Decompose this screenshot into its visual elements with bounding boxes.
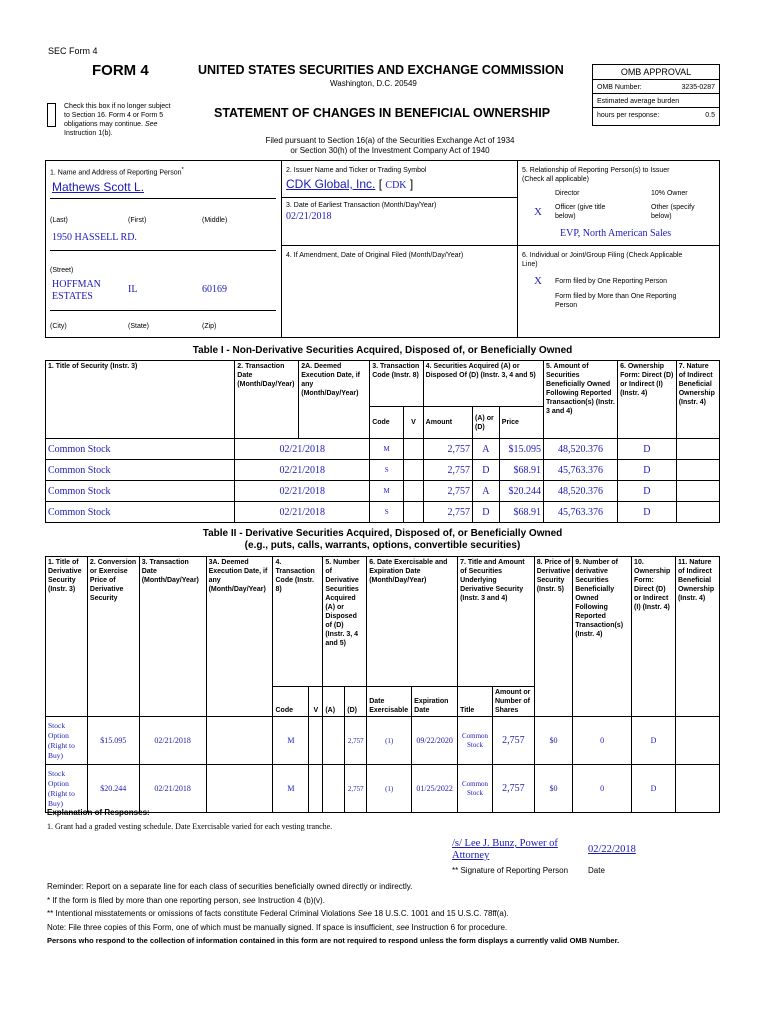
last-label: (Last) [50, 217, 68, 224]
t2-h-a: (A) [323, 687, 345, 717]
footer-notes [47, 880, 727, 948]
box5-label: 5. Relationship of Reporting Person(s) to Issuer (Check all applicable) [522, 167, 670, 183]
hours-label: hours per response: [597, 112, 660, 119]
t2-h-code: 4. Transaction Code (Instr. 8) [273, 557, 323, 687]
table-row: Common Stock 02/21/2018 M 2,757 A $20.244 48,520.376 D [46, 481, 720, 502]
box1-label: 1. Name and Address of Reporting Person* [50, 167, 184, 177]
t1-h-v: V [404, 407, 424, 439]
t1-h-deemed: 2A. Deemed Execution Date, if any (Month/Day/Year) [299, 361, 370, 439]
omb-approval-box [592, 64, 720, 126]
box2-label: 2. Issuer Name and Ticker or Trading Symbol [286, 167, 427, 174]
state-label: (State) [128, 323, 150, 330]
t2-h-date: 3. Transaction Date (Month/Day/Year) [139, 557, 206, 717]
other-option: Other (specify below) [651, 204, 695, 220]
t2-h-title: 1. Title of Derivative Security (Instr. 3) [46, 557, 88, 717]
one-person-check-mark: X [534, 275, 542, 287]
t1-h-date: 2. Transaction Date (Month/Day/Year) [235, 361, 299, 439]
ten-pct-owner-option: 10% Owner [651, 190, 688, 197]
t2-h-code-sub: Code [273, 687, 309, 717]
zip-label: (Zip) [202, 323, 217, 330]
t2-h-underlying-title: Title [458, 687, 493, 717]
t2-h-number: 5. Number of Derivative Securities Acquired (A) or Disposed of (D) (Instr. 3, 4 and 5) [323, 557, 367, 687]
signature-name[interactable]: /s/ Lee J. Bunz, Power of Attorney [452, 838, 558, 861]
signature-label: ** Signature of Reporting Person [452, 866, 569, 875]
t2-h-shares: Amount or Number of Shares [492, 687, 534, 717]
table-row: Common Stock 02/21/2018 S 2,757 D $68.91 45,763.376 D [46, 502, 720, 523]
no-longer-subject-checkbox[interactable] [47, 103, 56, 127]
t1-h-amount: Amount [423, 407, 472, 439]
t2-h-nature: 11. Nature of Indirect Beneficial Ownership (Instr. 4) [675, 557, 719, 717]
first-label: (First) [128, 217, 147, 224]
t2-h-form: 10. Ownership Form: Direct (D) or Indirect (I) (Instr. 4) [632, 557, 676, 717]
box3-label: 3. Date of Earliest Transaction (Month/Day/Year) [286, 202, 437, 209]
t2-h-conversion: 2. Conversion or Exercise Price of Derivative Security [87, 557, 139, 717]
t2-h-date-exercisable: Date Exercisable [367, 687, 412, 717]
state-value: IL [128, 284, 138, 295]
officer-title: EVP, North American Sales [560, 228, 672, 239]
agency-title: UNITED STATES SECURITIES AND EXCHANGE COMMISSION [198, 63, 564, 77]
t2-h-owned: 9. Number of derivative Securities Beneficially Owned Following Reported Transaction(s) (Instr. 4) [573, 557, 632, 717]
t2-h-underlying: 7. Title and Amount of Securities Underlying Derivative Security (Instr. 3 and 4) [458, 557, 535, 687]
one-person-option: Form filed by One Reporting Person [555, 278, 668, 285]
table-row: Stock Option (Right to Buy) $20.244 02/21/2018 M 2,757 (1) 01/25/2022 Common Stock 2,757 $0 0 D [46, 765, 720, 813]
signature-date-label: Date [588, 866, 605, 875]
t2-h-v: V [309, 687, 323, 717]
reminder-text: Reminder: Report on a separate line for each class of securities beneficially owned directly or indirectly. [47, 882, 413, 891]
officer-option: Officer (give title below) [555, 204, 606, 220]
city-value: HOFFMAN ESTATES [52, 279, 101, 302]
t1-h-price: Price [499, 407, 543, 439]
t2-h-exercisable: 6. Date Exercisable and Expiration Date (Month/Day/Year) [367, 557, 458, 687]
table1-title: Table I - Non-Derivative Securities Acquired, Disposed of, or Beneficially Owned [192, 345, 573, 356]
sec-form-label: SEC Form 4 [48, 46, 98, 56]
t1-h-form: 6. Ownership Form: Direct (D) or Indirect (I) (Instr. 4) [618, 361, 677, 439]
hours-value: 0.5 [705, 112, 715, 119]
officer-check-mark: X [534, 206, 542, 218]
t1-h-ad: (A) or (D) [473, 407, 500, 439]
t1-h-nature: 7. Nature of Indirect Beneficial Ownership (Instr. 4) [676, 361, 719, 439]
form-title: FORM 4 [92, 62, 149, 79]
filed-pursuant-note: Filed pursuant to Section 16(a) of the Securities Exchange Act of 1934 or Section 30(h) of the Investment Company Act of 1940 [265, 136, 515, 155]
signature-date: 02/22/2018 [588, 844, 636, 855]
ticker: CDK [385, 180, 407, 191]
issuer-name[interactable]: CDK Global, Inc. [286, 177, 376, 191]
t2-h-deemed: 3A. Deemed Execution Date, if any (Month/Day/Year) [206, 557, 273, 717]
omb-number-value: 3235-0287 [681, 84, 715, 91]
earliest-transaction-date: 02/21/2018 [286, 211, 332, 222]
zip-value: 60169 [202, 284, 227, 295]
t2-h-expiration: Expiration Date [412, 687, 458, 717]
street-value: 1950 HASSELL RD. [52, 232, 137, 243]
t2-h-price: 8. Price of Derivative Security (Instr. 5) [534, 557, 572, 717]
issuer-line: CDK Global, Inc. [ CDK ] [286, 177, 414, 191]
table-row: Common Stock 02/21/2018 M 2,757 A $15.095 48,520.376 D [46, 439, 720, 460]
checkbox-instructions: Check this box if no longer subject to Section 16. Form 4 or Form 5 obligations may continue. See Instruction 1(b). [64, 103, 171, 137]
box4-label: 4. If Amendment, Date of Original Filed (Month/Day/Year) [286, 252, 464, 259]
omb-number-label: OMB Number: [597, 84, 642, 91]
footnote-omb: Persons who respond to the collection of information contained in this form are not required to respond unless the form displays a currently valid OMB Number. [47, 936, 620, 945]
t2-h-d: (D) [345, 687, 367, 717]
omb-title: OMB APPROVAL [593, 65, 719, 80]
t1-h-title: 1. Title of Security (Instr. 3) [46, 361, 235, 439]
footnote-double-star: ** Intentional misstatements or omissions of facts constitute Federal Criminal Violations See 18 U.S.C. 1001 and 15 U.S.C. 78ff(a). [47, 909, 509, 918]
table2-title: Table II - Derivative Securities Acquired, Disposed of, or Beneficially Owned (e.g., puts, calls, warrants, options, convertible securities) [202, 528, 563, 551]
table-row: Common Stock 02/21/2018 S 2,757 D $68.91 45,763.376 D [46, 460, 720, 481]
statement-title: STATEMENT OF CHANGES IN BENEFICIAL OWNERSHIP [214, 106, 551, 120]
middle-label: (Middle) [202, 217, 228, 224]
t1-h-code-sub: Code [370, 407, 404, 439]
table1 [45, 360, 720, 523]
street-label: (Street) [50, 267, 74, 274]
reporting-person-name[interactable]: Mathews Scott L. [52, 180, 145, 194]
footnote-star: * If the form is filed by more than one reporting person, see Instruction 4 (b)(v). [47, 895, 325, 905]
t1-h-code: 3. Transaction Code (Instr. 8) [370, 361, 423, 407]
more-persons-option: Form filed by More than One Reporting Person [555, 293, 677, 309]
t1-h-acquired: 4. Securities Acquired (A) or Disposed Of (D) (Instr. 3, 4 and 5) [423, 361, 543, 407]
director-option: Director [555, 190, 580, 197]
city-label: (City) [50, 323, 67, 330]
table2 [45, 556, 720, 813]
explanation-title: Explanation of Responses: [47, 808, 150, 817]
burden-label: Estimated average burden [597, 98, 680, 105]
table-row: Stock Option (Right to Buy) $15.095 02/21/2018 M 2,757 (1) 09/22/2020 Common Stock 2,757 $0 0 D [46, 717, 720, 765]
t1-h-owned: 5. Amount of Securities Beneficially Owned Following Reported Transaction(s) (Instr. 3 and 4) [544, 361, 618, 439]
footnote-copies: Note: File three copies of this Form, one of which must be manually signed. If space is insufficient, see Instruction 6 for procedure. [47, 922, 508, 932]
agency-city: Washington, D.C. 20549 [330, 79, 417, 88]
box6-label: 6. Individual or Joint/Group Filing (Check Applicable Line) [522, 252, 683, 268]
explanation-note-1: 1. Grant had a graded vesting schedule. Date Exercisable varied for each vesting tranche. [47, 822, 333, 831]
